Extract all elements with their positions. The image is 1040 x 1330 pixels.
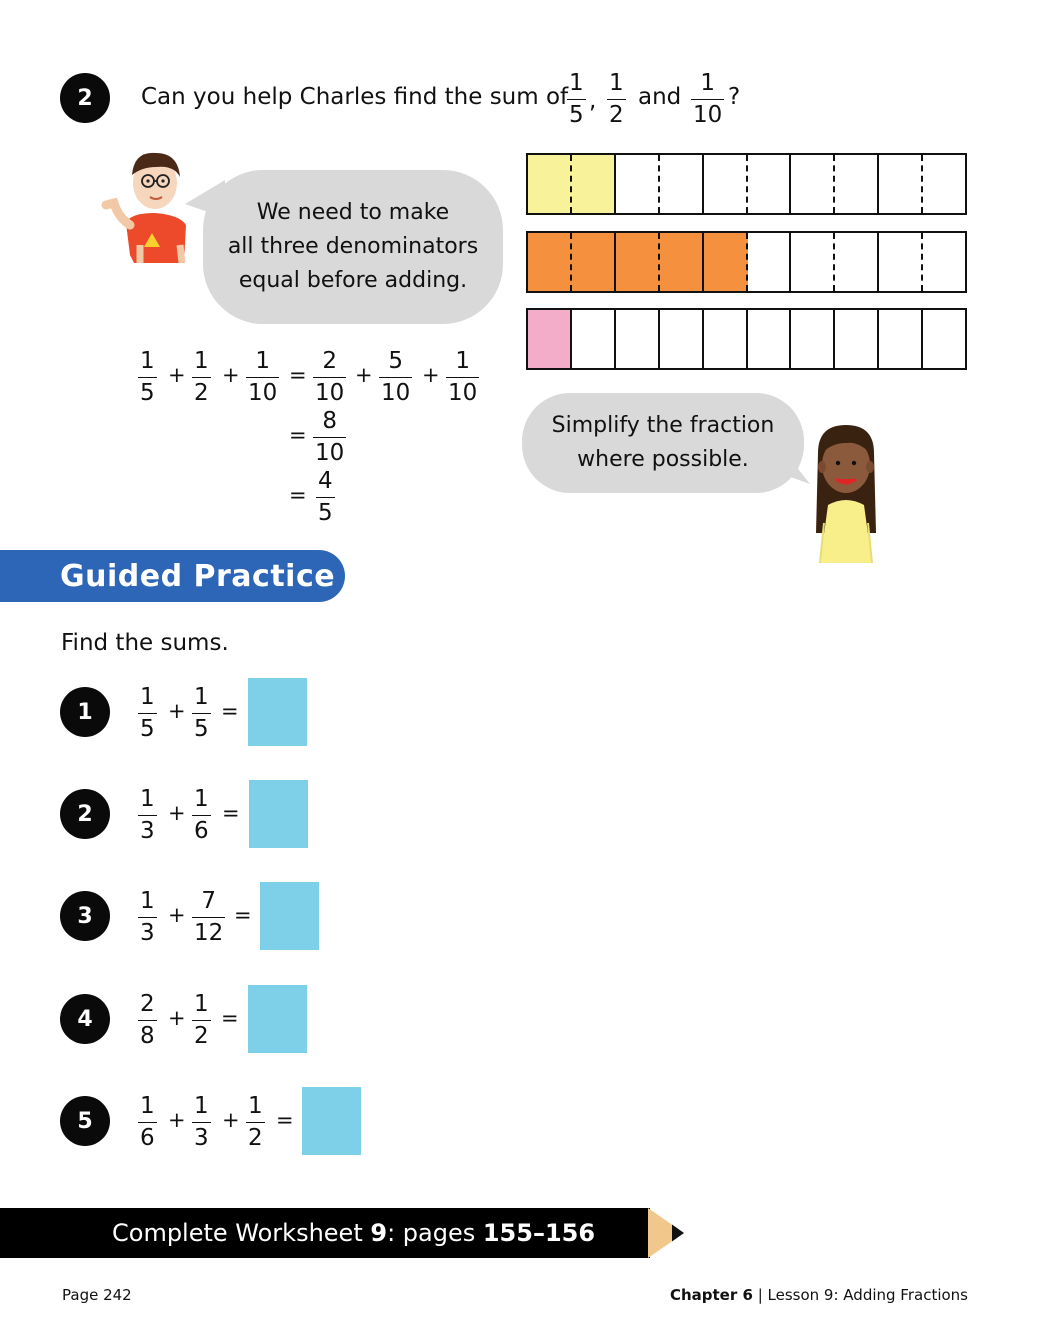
worksheet-prefix: Complete Worksheet	[112, 1219, 371, 1247]
question-fraction: 1 10	[693, 70, 723, 128]
strip-cell	[572, 310, 616, 368]
fraction: 5 10	[381, 348, 411, 406]
fraction: 1 3	[140, 786, 155, 844]
worksheet-middle: : pages	[387, 1219, 483, 1247]
equals-sign: =	[221, 699, 239, 723]
plus-sign: +	[168, 903, 186, 927]
item-number: 5	[60, 1096, 110, 1146]
fraction-strip	[526, 153, 967, 215]
answer-box[interactable]	[249, 780, 308, 848]
fraction: 1 5	[194, 684, 209, 742]
answer-box[interactable]	[248, 985, 307, 1053]
bubble-line: all three denominators	[227, 234, 479, 259]
chapter-label: Chapter 6	[669, 1286, 753, 1304]
girl-illustration	[812, 423, 882, 563]
fraction: 4 5	[318, 468, 333, 526]
separator: |	[757, 1286, 763, 1304]
item-number: 4	[60, 994, 110, 1044]
strip-cell	[879, 155, 923, 213]
strip-cell	[572, 155, 616, 213]
fraction: 2 10	[315, 348, 345, 406]
item-number: 2	[60, 789, 110, 839]
section-title: Guided Practice	[60, 558, 336, 594]
fraction: 1 5	[140, 348, 155, 406]
fraction: 8 10	[315, 408, 345, 466]
fraction: 1 6	[194, 786, 209, 844]
bubble-line: where possible.	[577, 447, 749, 472]
fraction: 1 2	[194, 991, 209, 1049]
bubble-line: We need to make	[256, 200, 450, 225]
fraction-strip	[526, 231, 967, 293]
fraction: 2 8	[140, 991, 155, 1049]
strip-cell	[835, 233, 879, 291]
plus-sign: +	[422, 363, 440, 387]
instruction-text: Find the sums.	[61, 630, 229, 656]
equals-sign: =	[289, 363, 307, 387]
strip-cell	[660, 155, 704, 213]
strip-cell	[528, 155, 572, 213]
pencil-tip-icon	[648, 1208, 686, 1258]
item-number: 1	[60, 687, 110, 737]
bubble-line: Simplify the fraction	[551, 413, 775, 438]
worksheet-banner	[0, 1208, 650, 1258]
fraction: 1 6	[140, 1093, 155, 1151]
fraction-strip	[526, 308, 967, 370]
strip-cell	[704, 310, 748, 368]
boy-speech-bubble	[203, 170, 503, 324]
page-number: Page 242	[62, 1286, 132, 1304]
strip-cell	[616, 310, 660, 368]
fraction: 1 2	[248, 1093, 263, 1151]
fraction: 1 10	[248, 348, 278, 406]
question-mark: ?	[728, 84, 741, 110]
equals-sign: =	[289, 423, 307, 447]
guided-practice-banner	[0, 550, 345, 602]
strip-cell	[791, 155, 835, 213]
strip-cell	[923, 310, 965, 368]
lesson-label: Lesson 9: Adding Fractions	[767, 1286, 968, 1304]
worksheet-pages: 155–156	[482, 1219, 596, 1247]
strip-cell	[879, 310, 923, 368]
strip-cell	[704, 155, 748, 213]
answer-box[interactable]	[248, 678, 307, 746]
strip-cell	[923, 155, 965, 213]
question-fraction: 1 2	[609, 70, 624, 128]
strip-cell	[660, 233, 704, 291]
fraction: 1 2	[194, 348, 209, 406]
strip-cell	[835, 155, 879, 213]
equals-sign: =	[222, 801, 240, 825]
answer-box[interactable]	[260, 882, 319, 950]
plus-sign: +	[168, 801, 186, 825]
strip-cell	[748, 233, 792, 291]
strip-cell	[616, 233, 660, 291]
plus-sign: +	[168, 363, 186, 387]
plus-sign: +	[355, 363, 373, 387]
strip-cell	[748, 310, 792, 368]
question-and: and	[638, 84, 682, 110]
strip-cell	[616, 155, 660, 213]
answer-box[interactable]	[302, 1087, 361, 1155]
item-number: 3	[60, 891, 110, 941]
strip-cell	[923, 233, 965, 291]
chapter-lesson	[670, 1286, 968, 1304]
equals-sign: =	[221, 1006, 239, 1030]
strip-cell	[879, 233, 923, 291]
question-number: 2	[60, 73, 110, 123]
question-text: Can you help Charles find the sum of	[141, 84, 569, 110]
fraction: 1 10	[448, 348, 478, 406]
fraction: 1 3	[194, 1093, 209, 1151]
strip-cell	[528, 233, 572, 291]
strip-cell	[748, 155, 792, 213]
fraction: 7 12	[194, 888, 224, 946]
equals-sign: =	[234, 903, 252, 927]
strip-cell	[791, 310, 835, 368]
question-fraction: 1 5	[569, 70, 584, 128]
bubble-line: equal before adding.	[238, 268, 468, 293]
equals-sign: =	[276, 1108, 294, 1132]
strip-cell	[572, 233, 616, 291]
question-comma: ,	[589, 88, 597, 114]
plus-sign: +	[168, 699, 186, 723]
strip-cell	[660, 310, 704, 368]
worksheet-number: 9	[370, 1219, 388, 1247]
plus-sign: +	[168, 1006, 186, 1030]
strip-cell	[704, 233, 748, 291]
strip-cell	[835, 310, 879, 368]
plus-sign: +	[222, 363, 240, 387]
strip-cell	[791, 233, 835, 291]
plus-sign: +	[168, 1108, 186, 1132]
fraction: 1 5	[140, 684, 155, 742]
equals-sign: =	[289, 483, 307, 507]
strip-cell	[528, 310, 572, 368]
plus-sign: +	[222, 1108, 240, 1132]
girl-speech-bubble	[522, 393, 804, 493]
fraction: 1 3	[140, 888, 155, 946]
